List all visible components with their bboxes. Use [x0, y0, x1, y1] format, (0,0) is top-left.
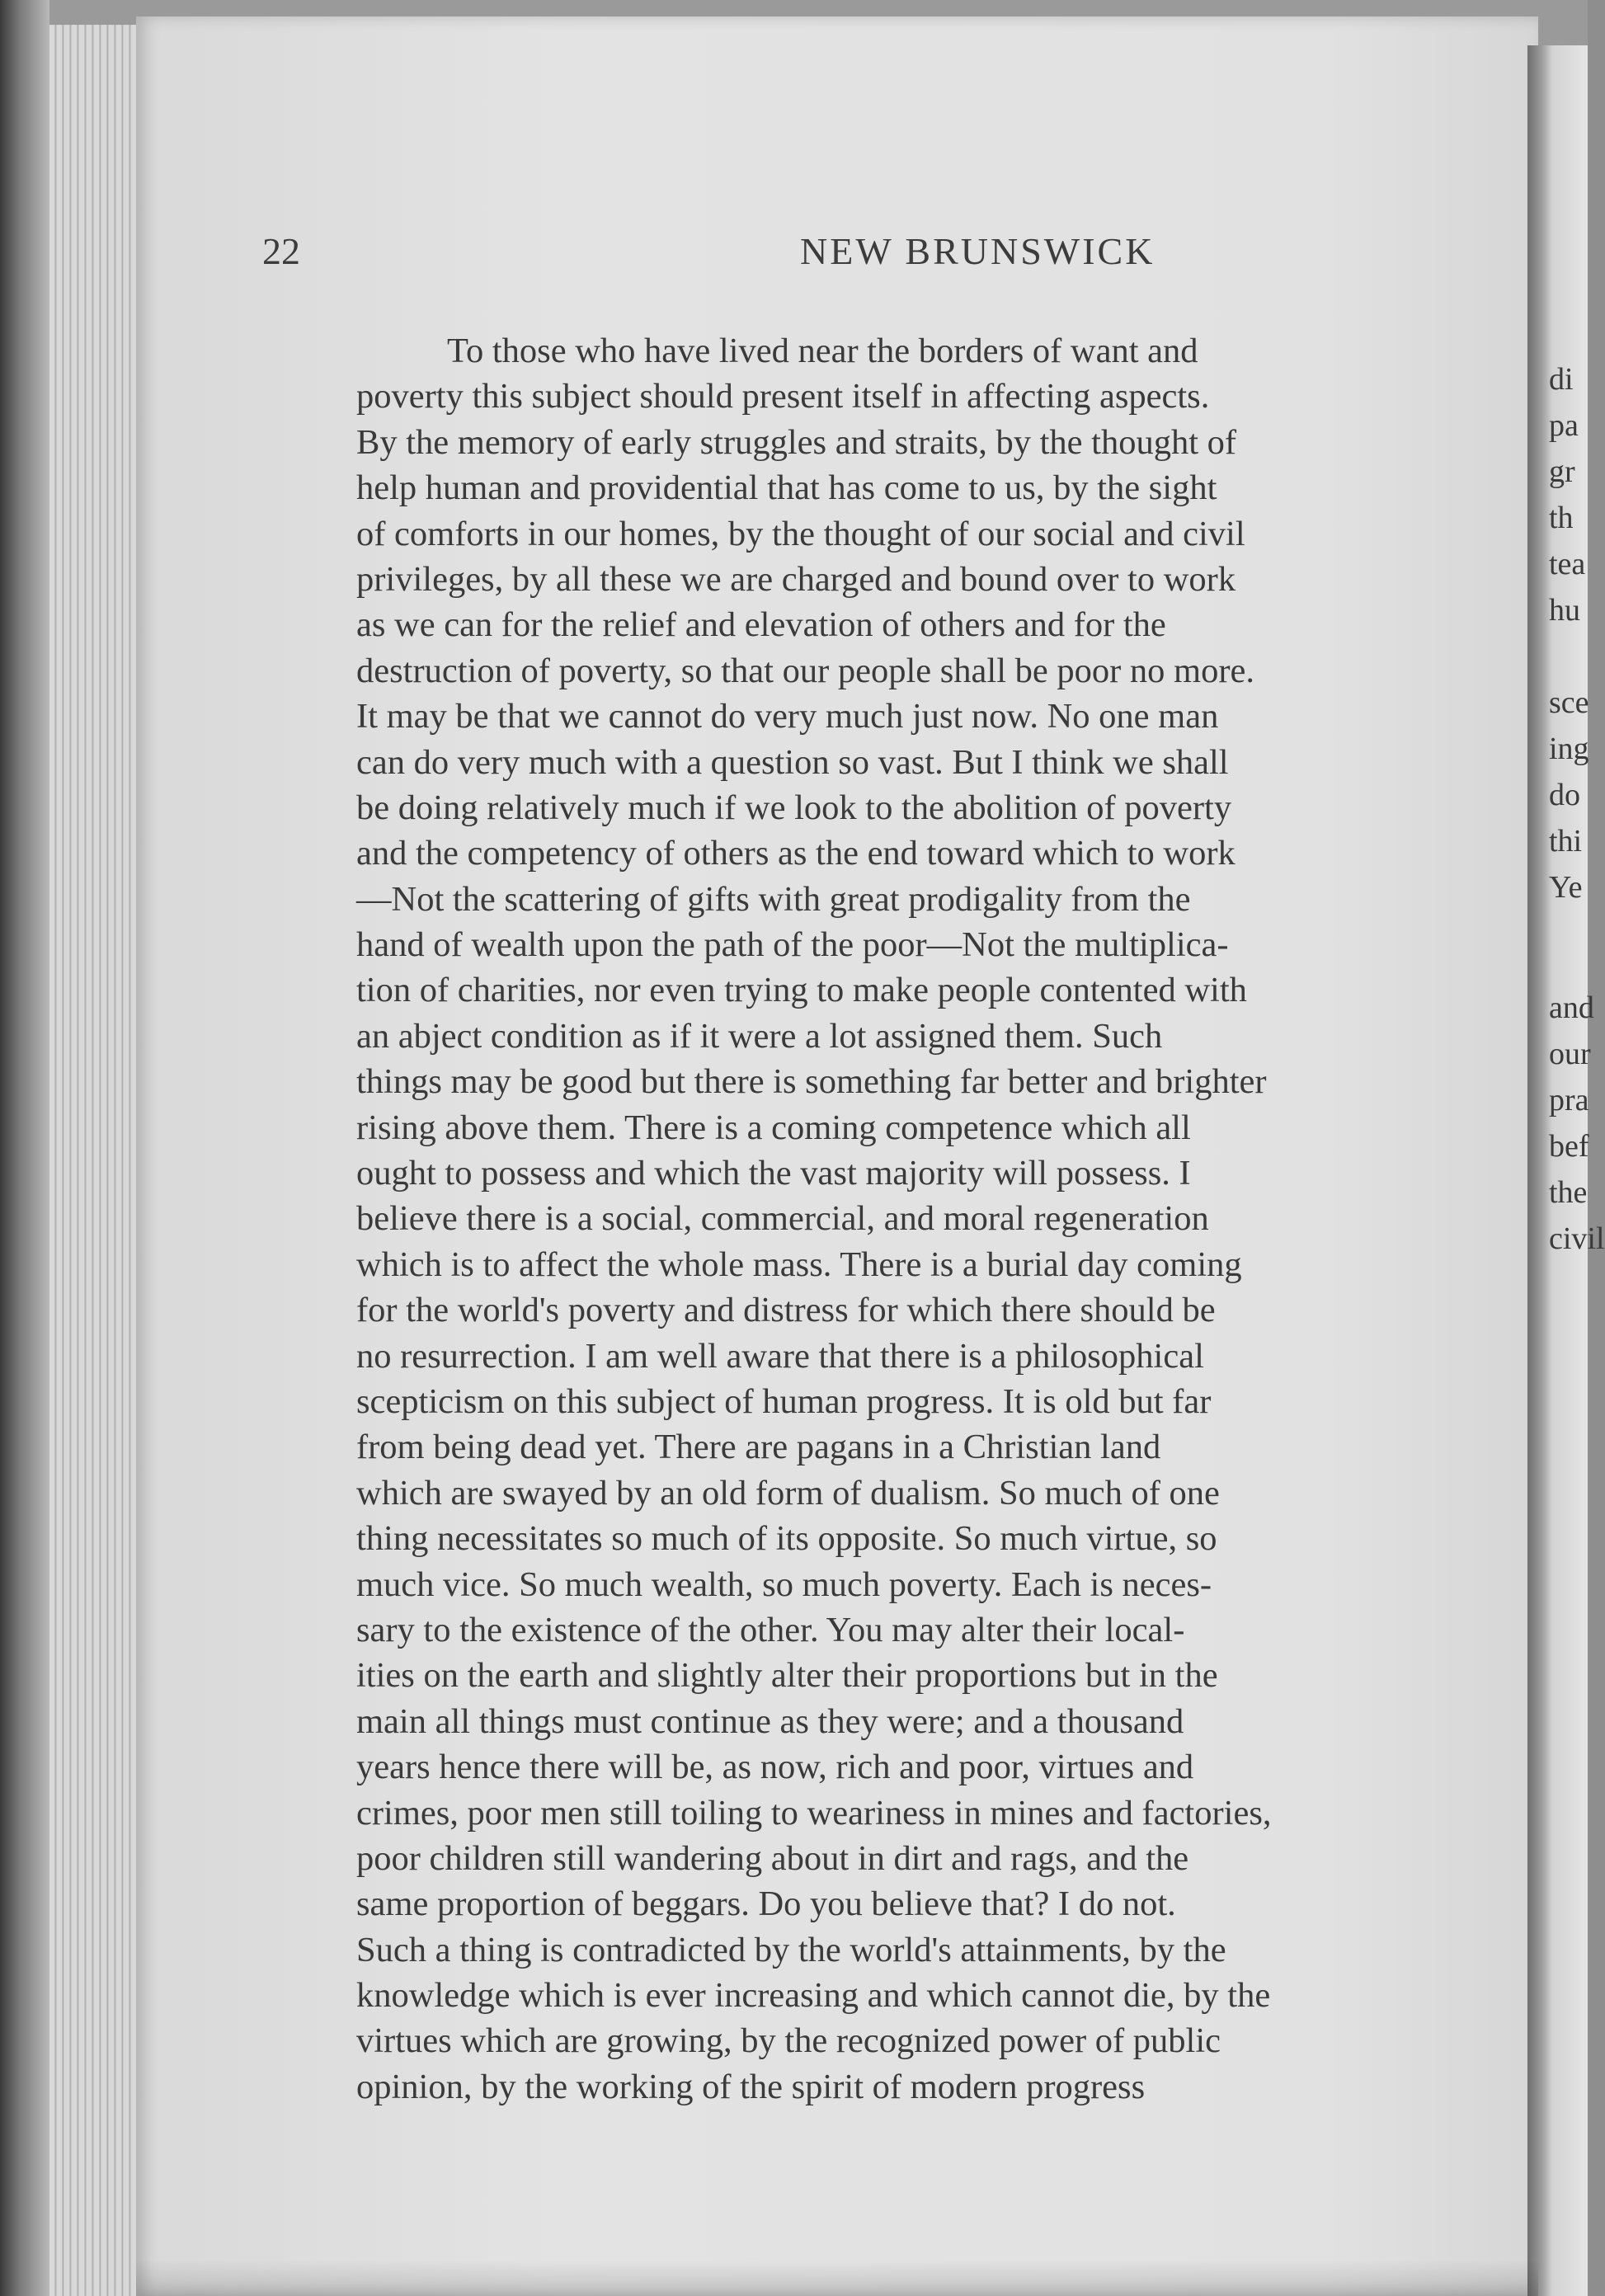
text-line: help human and providential that has come to us, by the sight	[356, 468, 1217, 508]
text-line: years hence there will be, as now, rich and poor, virtues and	[356, 1748, 1194, 1787]
text-line: opinion, by the working of the spirit of modern progress	[356, 2067, 1146, 2106]
text-line: things may be good but there is something far better and brighter	[356, 1062, 1267, 1102]
facing-fragment: the	[1549, 1175, 1588, 1210]
text-line: an abject condition as if it were a lot assigned them. Such	[356, 1016, 1163, 1056]
text-line: To those who have lived near the borders of want and	[447, 332, 1198, 370]
text-line: same proportion of beggars. Do you believe that? I do not.	[356, 1884, 1176, 1924]
running-head: NEW BRUNSWICK	[800, 230, 1156, 272]
text-line: of comforts in our homes, by the thought of our social and civil	[356, 514, 1245, 553]
facing-fragment: tea	[1549, 547, 1586, 581]
text-line: poverty this subject should present itself in affecting aspects.	[356, 377, 1210, 416]
text-line: from being dead yet. There are pagans in a Christian land	[356, 1428, 1161, 1467]
facing-fragment: bef	[1549, 1129, 1589, 1164]
text-line: can do very much with a question so vast. But I think we shall	[356, 742, 1229, 782]
text-line: believe there is a social, commercial, and moral regeneration	[356, 1199, 1209, 1239]
text-line: knowledge which is ever increasing and which cannot die, by the	[356, 1976, 1271, 2016]
text-line: rising above them. There is a coming competence which all	[356, 1108, 1191, 1147]
text-line: tion of charities, nor even trying to make people contented with	[356, 971, 1247, 1010]
facing-fragment: and	[1549, 990, 1594, 1025]
text-line: Such a thing is contradicted by the world's attainments, by the	[356, 1930, 1226, 1969]
book-binding-shadow	[0, 0, 49, 2296]
text-line: main all things must continue as they were; and a thousand	[356, 1701, 1184, 1741]
body-text	[356, 328, 1544, 2110]
text-line: By the memory of early struggles and straits, by the thought of	[356, 422, 1237, 462]
text-line: be doing relatively much if we look to the abolition of poverty	[356, 788, 1232, 827]
text-line: poor children still wandering about in dirt and rags, and the	[356, 1838, 1189, 1878]
page-number: 22	[262, 230, 300, 272]
text-line: It may be that we cannot do very much just now. No one man	[356, 697, 1219, 736]
text-line: scepticism on this subject of human progress. It is old but far	[356, 1381, 1212, 1421]
facing-fragment: Ye	[1549, 870, 1583, 905]
text-line: which are swayed by an old form of dualism. So much of one	[356, 1473, 1220, 1513]
facing-fragment: pa	[1549, 408, 1579, 443]
text-line: ought to possess and which the vast majority will possess. I	[356, 1154, 1191, 1193]
text-line: sary to the existence of the other. You may alter their local-	[356, 1610, 1185, 1649]
facing-fragment: gr	[1549, 454, 1575, 489]
page-bottom-shadow	[136, 2260, 1538, 2296]
text-line: destruction of poverty, so that our people shall be poor no more.	[356, 651, 1255, 690]
facing-fragment: our	[1549, 1037, 1591, 1071]
facing-fragment: sce	[1549, 685, 1589, 720]
text-line: much vice. So much wealth, so much poverty. Each is neces-	[356, 1564, 1212, 1604]
text-line: virtues which are growing, by the recognized power of public	[356, 2021, 1221, 2061]
page-stack-edges	[49, 25, 148, 2296]
facing-fragment: pra	[1549, 1083, 1589, 1117]
text-line: hand of wealth upon the path of the poor—Not the multiplica-	[356, 925, 1229, 965]
facing-fragment: ing	[1549, 732, 1589, 766]
facing-fragment: hu	[1549, 593, 1580, 628]
text-line: which is to affect the whole mass. There is a burial day coming	[356, 1244, 1242, 1284]
text-line: and the competency of others as the end toward which to work	[356, 834, 1236, 873]
facing-fragment: civil	[1549, 1221, 1605, 1256]
text-line: ities on the earth and slightly alter their proportions but in the	[356, 1656, 1218, 1696]
facing-fragment: di	[1549, 362, 1574, 397]
text-line: no resurrection. I am well aware that there is a philosophical	[356, 1336, 1204, 1376]
facing-fragment: th	[1549, 501, 1574, 535]
facing-fragment: thi	[1549, 824, 1583, 859]
text-line: thing necessitates so much of its opposite. So much virtue, so	[356, 1519, 1217, 1559]
text-line: as we can for the relief and elevation of others and for the	[356, 605, 1166, 645]
text-line: privileges, by all these we are charged and bound over to work	[356, 559, 1236, 599]
facing-fragment: do	[1549, 778, 1580, 812]
text-line: for the world's poverty and distress for which there should be	[356, 1291, 1216, 1330]
text-line: crimes, poor men still toiling to weariness in mines and factories,	[356, 1793, 1272, 1833]
text-line: —Not the scattering of gifts with great prodigality from the	[356, 879, 1191, 919]
